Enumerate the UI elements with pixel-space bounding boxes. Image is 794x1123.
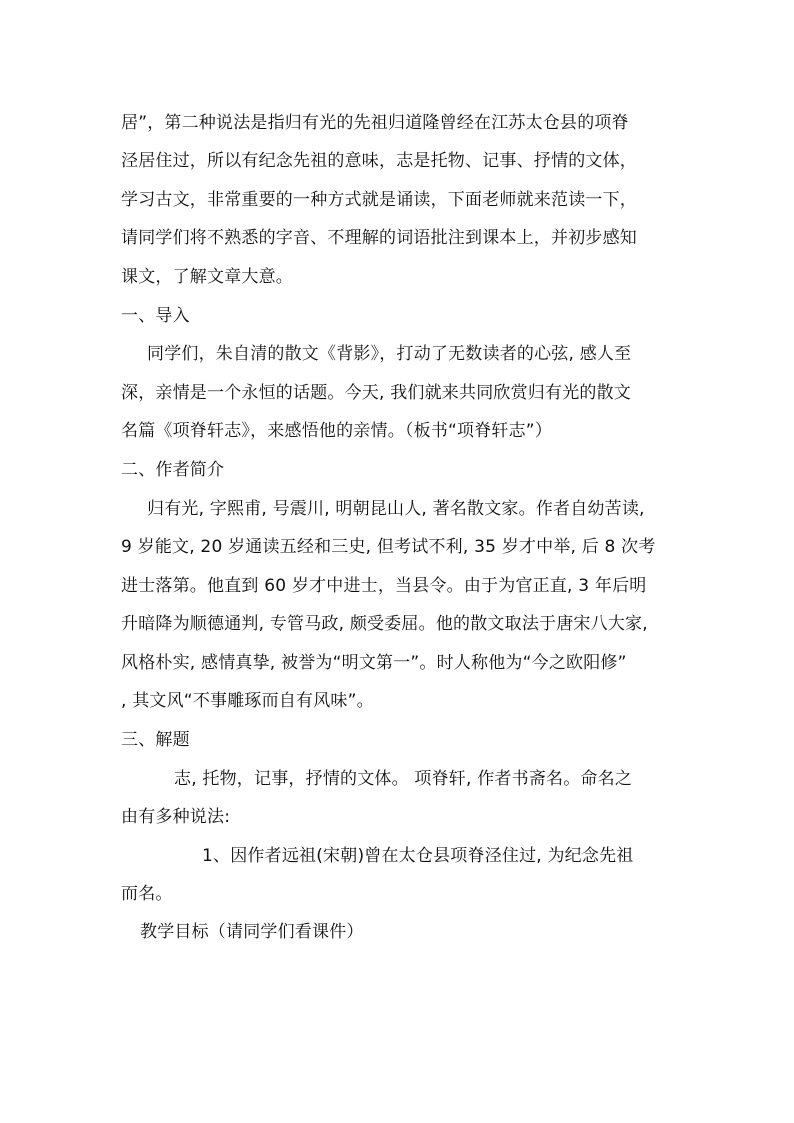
body-line-20: 1、因作者远祖(宋朝)曾在太仓县项脊泾住过, 为纪念先祖 [202,846,634,866]
body-line-5: 课文，了解文章大意。 [121,267,293,287]
body-line-9: 名篇《项脊轩志》，来感悟他的亲情。（板书“项脊轩志”） [121,421,553,441]
body-line-15: 风格朴实, 感情真挚, 被誉为“明文第一”。时人称他为“今之欧阳修” [121,653,627,673]
body-line-13: 进士落第。他直到 60 岁才中进士，当县令。由于为官正直, 3 年后明 [121,576,647,596]
section-heading-title: 三、解题 [121,730,190,750]
body-line-3: 学习古文，非常重要的一种方式就是诵读，下面老师就来范读一下， [121,190,637,210]
body-line-1: 居”，第二种说法是指归有光的先祖归道隆曾经在江苏太仓县的项脊 [121,113,629,133]
body-line-14: 升暗降为顺德通判, 专管马政, 颇受委屈。他的散文取法于唐宋八大家, [121,614,648,634]
body-line-8: 深，亲情是一个永恒的话题。今天, 我们就来共同欣赏归有光的散文 [121,383,632,403]
body-line-19: 由有多种说法: [121,807,231,827]
section-heading-author: 二、作者简介 [121,460,225,480]
body-line-21: 而名。 [121,884,173,904]
teaching-goal-line: 教学目标（请同学们看课件） [140,922,364,942]
section-heading-intro: 一、导入 [121,306,190,326]
body-line-11: 归有光, 字熙甫, 号震川, 明朝昆山人, 著名散文家。作者自幼苦读, [147,499,645,519]
body-line-12: 9 岁能文, 20 岁通读五经和三史, 但考试不利, 35 岁才中举, 后 8 次考 [121,537,656,557]
body-line-16: , 其文风“不事雕琢而自有风味”。 [121,691,374,711]
body-line-2: 泾居住过，所以有纪念先祖的意味，志是托物、记事、抒情的文体， [121,151,637,171]
body-line-18: 志, 托物，记事，抒情的文体。 项脊轩, 作者书斋名。命名之 [174,769,633,789]
body-line-4: 请同学们将不熟悉的字音、不理解的词语批注到课本上，并初步感知 [121,228,637,248]
body-line-7: 同学们，朱自清的散文《背影》，打动了无数读者的心弦, 感人至 [147,344,632,364]
